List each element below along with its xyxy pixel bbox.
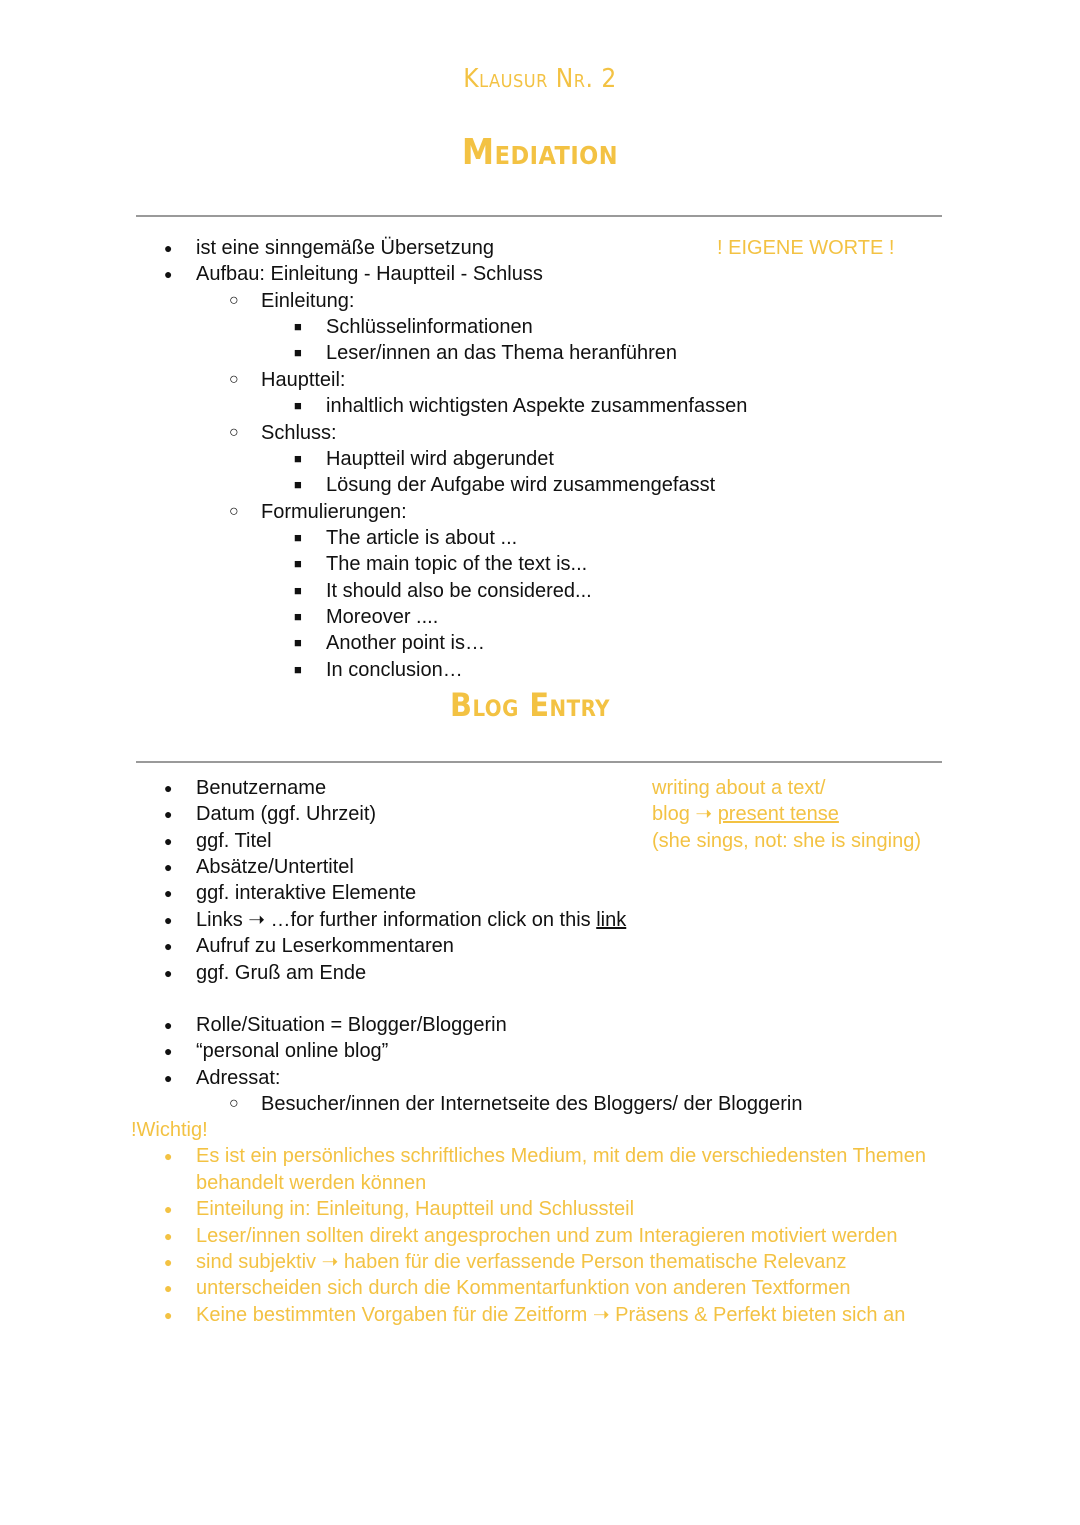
list-item: ■ It should also be considered... (326, 578, 592, 604)
side-note-prefix: blog ➝ (652, 803, 718, 825)
present-tense-link[interactable]: present tense (717, 803, 839, 825)
list-item-continued: behandelt werden können (196, 1172, 427, 1194)
links-text: Links ➝ …for further information click on this (196, 909, 597, 931)
list-item: ■ The article is about ... (326, 525, 517, 551)
list-item: ● Absätze/Untertitel (196, 854, 354, 880)
list-item: ● ggf. Gruß am Ende (196, 960, 366, 986)
list-item: ● ggf. Titel (196, 828, 272, 854)
list-item: ■ In conclusion… (326, 657, 463, 683)
list-item: ● Rolle/Situation = Blogger/Bloggerin (196, 1012, 507, 1038)
list-item: ○ Hauptteil: (261, 367, 346, 393)
list-item (196, 907, 626, 933)
mediation-title: Mediation (461, 132, 619, 173)
blog-entry-title: Blog Entry (450, 686, 610, 724)
list-item: ● Benutzername (196, 775, 326, 801)
list-item: ■ Hauptteil wird abgerundet (326, 446, 554, 472)
list-item: ● “personal online blog” (196, 1038, 388, 1064)
list-item: ● Keine bestimmten Vorgaben für die Zeitform ➝ Präsens & Perfekt bieten sich an (196, 1302, 905, 1328)
divider-blog (136, 761, 942, 763)
list-item: ● Aufruf zu Leserkommentaren (196, 933, 454, 959)
list-item: ● Leser/innen sollten direkt angesprochen und zum Interagieren motiviert werden (196, 1223, 898, 1249)
list-item: ● Aufbau: Einleitung - Hauptteil - Schluss (196, 261, 543, 287)
list-item: ● Adressat: (196, 1065, 280, 1091)
list-item: ■ inhaltlich wichtigsten Aspekte zusammenfassen (326, 393, 747, 419)
list-item: ○ Besucher/innen der Internetseite des Bloggers/ der Bloggerin (261, 1091, 802, 1117)
exam-title: Klausur Nr. 2 (463, 64, 617, 94)
side-note-line: writing about a text/ (652, 777, 826, 799)
side-note-line: (she sings, not: she is singing) (652, 830, 922, 852)
list-item: ○ Einleitung: (261, 288, 354, 314)
list-item: ● Es ist ein persönliches schriftliches Medium, mit dem die verschiedensten Themen (196, 1143, 926, 1169)
list-item: ■ Moreover .... (326, 604, 438, 630)
list-item: ● sind subjektiv ➝ haben für die verfassende Person thematische Relevanz (196, 1249, 846, 1275)
list-item: ■ Leser/innen an das Thema heranführen (326, 340, 677, 366)
side-note-eigene-worte: ! EIGENE WORTE ! (717, 237, 895, 259)
wichtig-label: !Wichtig! (131, 1119, 208, 1141)
list-item: ○ Schluss: (261, 420, 337, 446)
list-item: ● Einteilung in: Einleitung, Hauptteil und Schlussteil (196, 1196, 634, 1222)
side-note-line (652, 801, 839, 827)
link[interactable]: link (596, 909, 627, 931)
list-item: ■ Another point is… (326, 630, 485, 656)
list-item: ● Datum (ggf. Uhrzeit) (196, 801, 376, 827)
divider-mediation (136, 215, 942, 217)
list-item: ● unterscheiden sich durch die Kommentarfunktion von anderen Textformen (196, 1275, 850, 1301)
list-item: ○ Formulierungen: (261, 499, 407, 525)
list-item: ● ggf. interaktive Elemente (196, 880, 416, 906)
list-item: ■ The main topic of the text is... (326, 551, 587, 577)
list-item: ■ Lösung der Aufgabe wird zusammengefasst (326, 472, 715, 498)
list-item: ● ist eine sinngemäße Übersetzung (196, 235, 494, 261)
list-item: ■ Schlüsselinformationen (326, 314, 533, 340)
